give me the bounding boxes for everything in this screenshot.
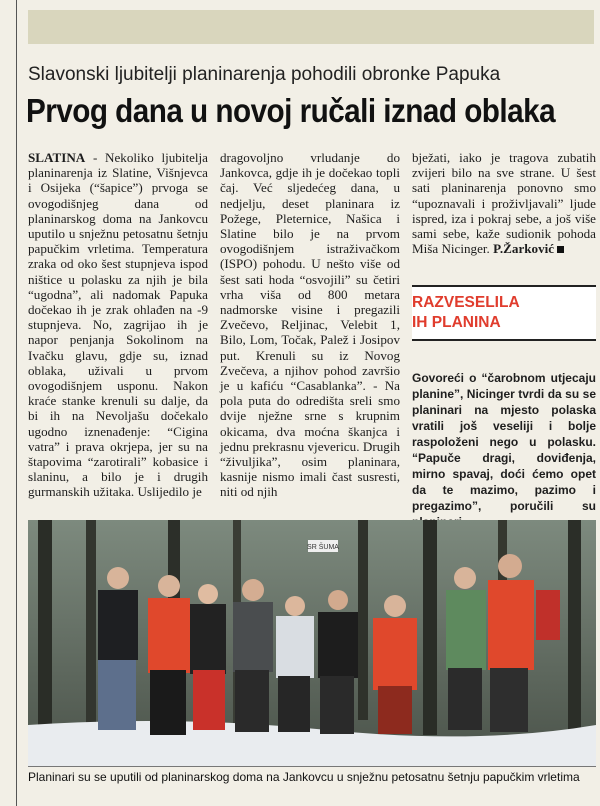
- article-column-3: [412, 150, 596, 256]
- sidebar-box-title-line-1: RAZVESELILA: [412, 294, 520, 311]
- article-headline: Prvog dana u novoj ručali iznad oblaka: [26, 92, 556, 129]
- sidebar-box-title: [412, 293, 596, 333]
- hikers-photo-illustration: [28, 520, 596, 766]
- sidebar-box-header: [412, 285, 596, 341]
- sidebar-quote: [412, 370, 596, 530]
- article-column-1: [28, 150, 208, 500]
- sidebar-quote-text: Govoreći o “čarobnom utjecaju planine”, Nicinger tvrdi da su se planinari na mjesto polaska vratili još veseliji i bolje raspoloženi nego u polasku. “Papuče dragi, doviđenja, mirno spavaj, doći ćemo opet da te mazimo, pazimo i pregazimo”, poručili su: [412, 371, 596, 513]
- group-photo: [28, 520, 596, 766]
- sidebar-box-title-line-2: IH PLANINA: [412, 314, 501, 331]
- article-subhead: Slavonski ljubitelji planinarenja pohodili obronke Papuka: [28, 64, 501, 85]
- page-header-bar: [28, 10, 594, 44]
- article-column-2: [220, 150, 400, 500]
- author-signature: P.Žarković: [493, 241, 555, 257]
- photo-caption: Planinari su se uputili od planinarskog doma na Jankovcu u snježnu petosatnu šetnju papučkim vrletima: [28, 770, 580, 784]
- trail-sign-text: SR ŠUMA: [307, 544, 339, 551]
- column-1-text: - Nekoliko ljubitelja planinarenja iz Slatine, Višnjevca i Osijeka (“šapice”) prvoga se ovogodišnjeg dana od planinarskog doma na Jankovcu uputilo u snježnu petosatnu šetnju papučkim vrletima. Temperatura zraka od oko šest stupnjeva ispod ništice u polasku za njih je bila “ugodna”, ali nadomak Papuka dočekao ih je zrak ohlađen na -9 stupnjeva. No, zagrijao ih je napor penjanja Sokolinom na Ivačku glavu, gdje su, iznad oblaka, uživali u prvom ovogodišnjem usponu. Nakon kraće stanke krenuli su dalje, da bi ih na Nevoljašu dočekalo ugodno iznenađenje: “Cigina vatra” i prava okrjepa, jer su na štapovima “zarotirali” kobasice i slaninu, a bilo je i drugih gurmanskih užitaka. Uslijedilo je: [28, 150, 208, 500]
- column-2-text: dragovoljno vrludanje do Jankovca, gdje ih je dočekao topli čaj. Već sljedećeg dana, u nedjelju, deset planinara iz Požege, Pleternice, Našica i Slatine bilo je na prvom ovogodišnjem istraživačkom (ISPO) pohodu. U nešto više od šest sati hoda “osvojili” su četiri vrha viša od 800 metara nadmorske visine i pregazili Zvečevo, Reljinac, Velebit 1, Bilo, Lom, Točak, Palež i Josipov put. Krenuli su iz Novog Zvečeva, a njihov pohod završio je u kafiću “Casablanka”. - Na pola puta do odredišta sreli smo dvije nježne srne s krupnim okicama, dva moćna škanjca i jednu prekrasnu vjevericu. Drugih “živuljika”, osim planinara, kasnije nismo imali čast susresti, niti od njih: [220, 150, 400, 500]
- page-margin-rule: [16, 0, 17, 806]
- caption-rule: [28, 766, 596, 767]
- dateline: SLATINA: [28, 150, 86, 165]
- column-3-text: bježati, iako je tragova zubatih zvijeri bilo na sve strane. U šest sati planinarenja ponovno smo “upoznavali i proživljavali” ljude ispred, iza i pokraj sebe, a još više sami sebe, kaže sudionik pohoda Miša Nicinger.: [412, 150, 596, 257]
- end-mark-icon: [557, 246, 564, 253]
